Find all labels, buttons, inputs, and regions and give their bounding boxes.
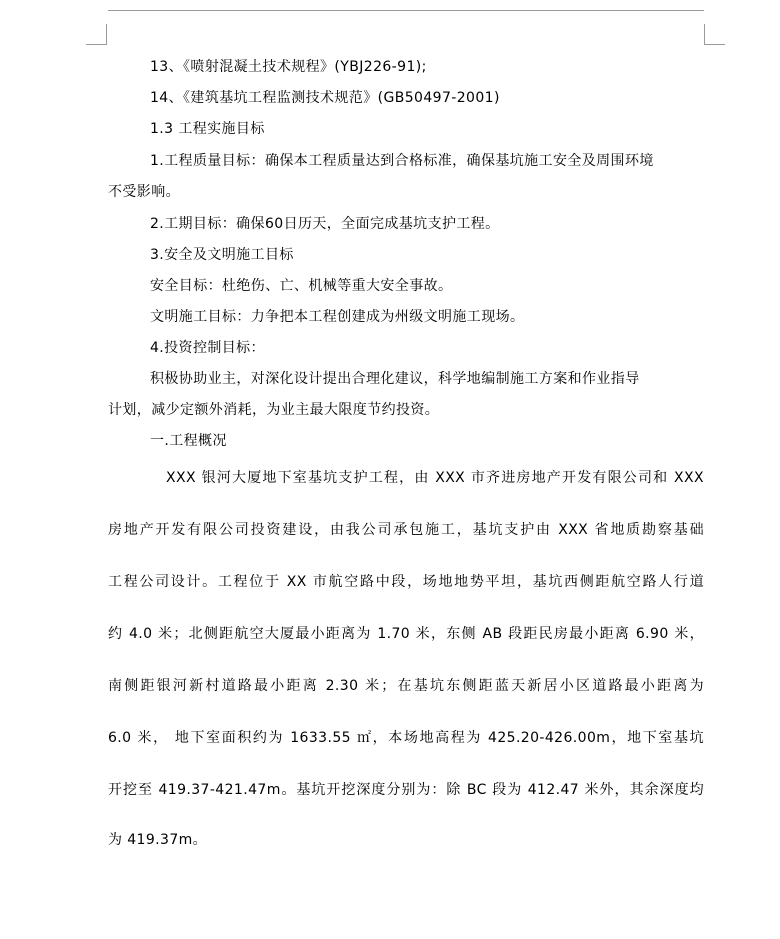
margin-corner-left xyxy=(86,24,107,45)
overview-line-1: XXX 银河大厦地下室基坑支护工程，由 XXX 市齐进房地产开发有限公司和 XXX xyxy=(166,470,704,486)
safety-heading: 3.安全及文明施工目标 xyxy=(150,247,294,263)
overview-line-5: 南侧距银河新村道路最小距离 2.30 米；在基坑东侧距蓝天新居小区道路最小距离为 xyxy=(108,678,704,694)
section-heading-overview: 一.工程概况 xyxy=(150,433,227,449)
overview-line-6: 6.0 米， 地下室面积约为 1633.55 ㎡，本场地高程为 425.20-426.00m，地下室基坑 xyxy=(108,730,704,746)
overview-line-8: 为 419.37m。 xyxy=(108,832,208,848)
overview-line-3: 工程公司设计。工程位于 XX 市航空路中段，场地地势平坦，基坑西侧距航空路人行道 xyxy=(108,574,704,590)
quality-goal-line-2: 不受影响。 xyxy=(108,184,180,200)
section-heading-1-3: 1.3 工程实施目标 xyxy=(150,121,265,137)
quality-goal-line-1: 1.工程质量目标：确保本工程质量达到合格标准，确保基坑施工安全及周围环境 xyxy=(150,153,654,169)
margin-corner-right xyxy=(704,24,725,45)
safety-goal: 安全目标：杜绝伤、亡、机械等重大安全事故。 xyxy=(150,278,453,294)
overview-line-4: 约 4.0 米；北侧距航空大厦最小距离为 1.70 米，东侧 AB 段距民房最小距离 6.90 米， xyxy=(108,626,704,642)
schedule-goal: 2.工期目标：确保60日历天，全面完成基坑支护工程。 xyxy=(150,216,500,232)
civilized-construction-goal: 文明施工目标：力争把本工程创建成为州级文明施工现场。 xyxy=(150,309,525,325)
page-top-border xyxy=(108,10,704,11)
investment-heading: 4.投资控制目标： xyxy=(150,340,265,356)
investment-line-1: 积极协助业主，对深化设计提出合理化建议，科学地编制施工方案和作业指导 xyxy=(150,371,640,387)
overview-line-2: 房地产开发有限公司投资建设，由我公司承包施工，基坑支护由 XXX 省地质勘察基础 xyxy=(108,522,704,538)
reference-item-13: 13、《喷射混凝土技术规程》(YBJ226-91); xyxy=(150,59,427,75)
overview-line-7: 开挖至 419.37-421.47m。基坑开挖深度分别为：除 BC 段为 412.47 米外，其余深度均 xyxy=(108,782,704,798)
investment-line-2: 计划，减少定额外消耗，为业主最大限度节约投资。 xyxy=(108,402,440,418)
reference-item-14: 14、《建筑基坑工程监测技术规范》(GB50497-2001) xyxy=(150,90,500,106)
